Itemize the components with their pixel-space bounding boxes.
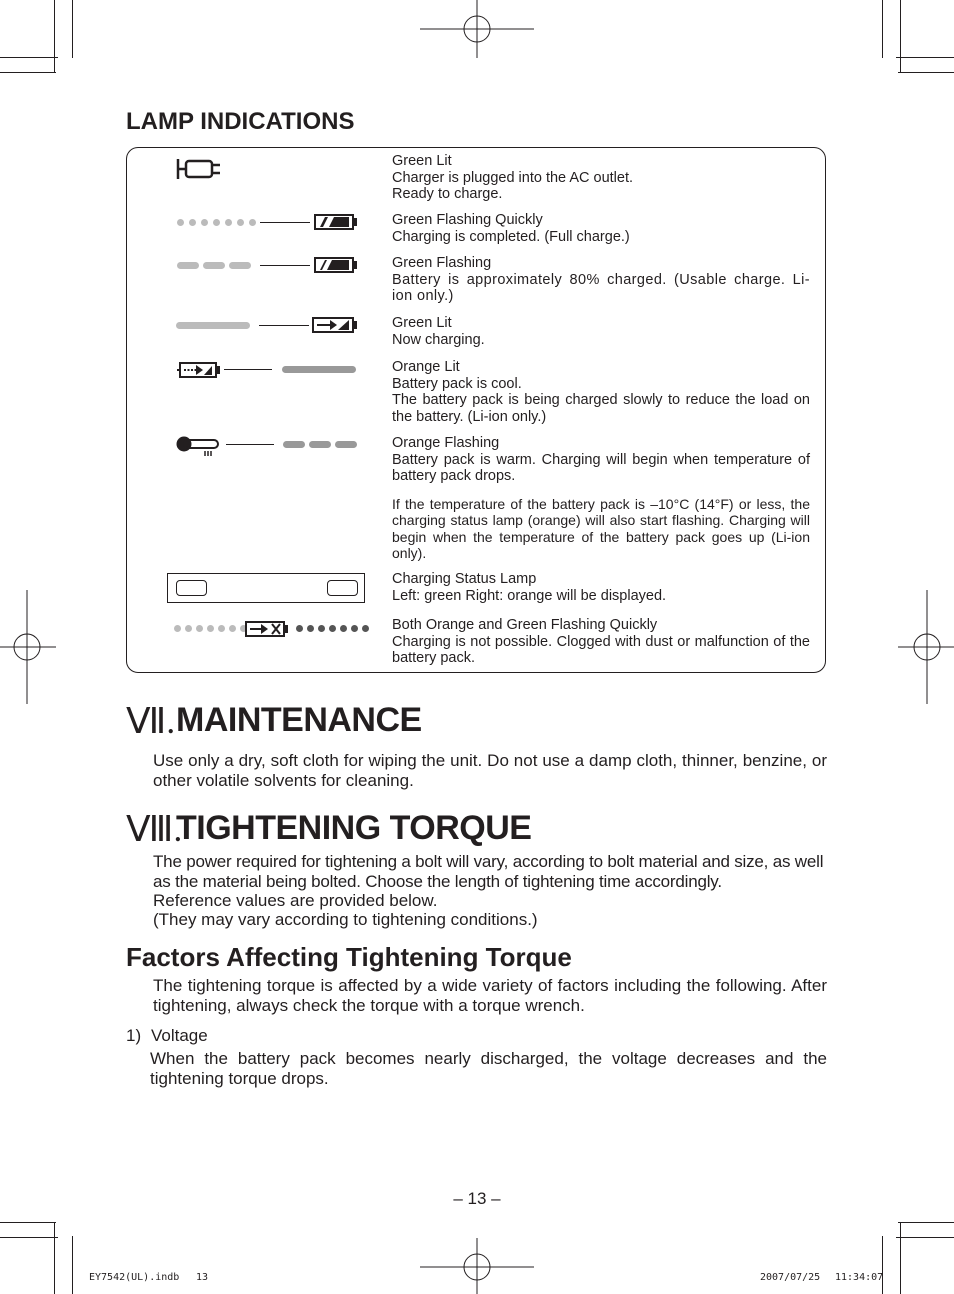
lamp-entry: [392, 571, 810, 604]
orange-lit-bar: [282, 366, 356, 373]
connector-line: [226, 444, 274, 445]
entry-desc: If the temperature of the battery pack is –10°C (14°F) or less, the charging status lamp (orange) will also start flashing. Charging will begin when the temperature of the battery pack goes up (Li-ion only).: [392, 496, 810, 561]
voltage-body: When the battery pack becomes nearly discharged, the voltage decreases and the tightening torque drops.: [150, 1049, 827, 1088]
entry-title: Orange Flashing: [392, 435, 500, 451]
green-flash-quick-dots: [174, 625, 247, 632]
connector-line: [260, 222, 310, 223]
torque-heading: TIGHTENING TORQUE: [176, 809, 532, 847]
orange-flash-dash: [283, 441, 305, 448]
green-flash-dash: [203, 262, 225, 269]
registration-mark-right: [898, 590, 954, 704]
entry-title: Green Lit: [392, 315, 452, 331]
entry-title: Orange Lit: [392, 359, 460, 375]
entry-title: Charging Status Lamp: [392, 571, 537, 587]
lamp-indications-heading: LAMP INDICATIONS: [126, 108, 355, 135]
thermometer-icon: [176, 434, 222, 458]
maintenance-heading: MAINTENANCE: [176, 701, 422, 739]
orange-flash-quick-dots: [296, 625, 369, 632]
registration-mark-top: [420, 0, 534, 60]
orange-flash-dash: [335, 441, 357, 448]
battery-charging-icon: [312, 316, 358, 334]
torque-note: (They may vary according to tightening conditions.): [153, 910, 538, 929]
factors-body: The tightening torque is affected by a wide variety of factors including the following. After tightening, always check the torque with a torque wrench.: [153, 976, 827, 1015]
registration-mark-left: [0, 590, 56, 704]
entry-title: Green Flashing Quickly: [392, 212, 543, 228]
lamp-entry: [392, 255, 810, 305]
entry-title: Green Lit: [392, 153, 452, 169]
right-lamp: [327, 580, 358, 596]
battery-error-icon: [245, 619, 289, 639]
section-numeral: Ⅶ.: [126, 701, 176, 741]
lamp-entry: [392, 212, 810, 245]
status-lamp-panel: [167, 573, 365, 603]
entry-desc: Battery pack is cool.: [392, 375, 522, 392]
entry-title: Both Orange and Green Flashing Quickly: [392, 617, 658, 633]
entry-desc: Charger is plugged into the AC outlet.: [392, 169, 634, 186]
green-lit-bar: [176, 322, 250, 329]
orange-flash-dash: [309, 441, 331, 448]
green-flash-dash: [177, 262, 199, 269]
battery-full-icon: [314, 213, 358, 231]
torque-reference: Reference values are provided below.: [153, 891, 438, 910]
battery-cool-icon: [177, 360, 221, 380]
entry-desc: Charging is completed. (Full charge.): [392, 228, 630, 245]
entry-desc: Charging is not possible. Clogged with dust or malfunction of the battery pack.: [392, 633, 810, 666]
left-lamp: [176, 580, 207, 596]
entry-title: Green Flashing: [392, 255, 492, 271]
entry-desc: Left: green Right: orange will be displayed.: [392, 587, 667, 604]
plug-icon: [176, 155, 224, 183]
section-numeral: Ⅷ.: [126, 809, 183, 849]
battery-partial-icon: [314, 256, 358, 274]
registration-mark-bottom: [420, 1238, 534, 1294]
lamp-entry: [392, 315, 810, 348]
entry-desc: Battery is approximately 80% charged. (Usable charge. Li-ion only.): [392, 271, 810, 304]
file-time: 11:34:07: [835, 1272, 884, 1283]
connector-line: [260, 265, 310, 266]
entry-desc: Battery pack is warm. Charging will begin when temperature of battery pack drops.: [392, 451, 810, 484]
lamp-entry: [392, 435, 810, 485]
maintenance-body: Use only a dry, soft cloth for wiping the unit. Do not use a damp cloth, thinner, benzine, or other volatile solvents for cleaning.: [153, 751, 827, 790]
entry-desc: Now charging.: [392, 331, 485, 348]
lamp-entry: [392, 617, 810, 667]
factors-heading: Factors Affecting Tightening Torque: [126, 942, 572, 972]
lamp-entry: [392, 153, 810, 203]
list-label: Voltage: [151, 1026, 208, 1045]
lamp-entry: [392, 359, 810, 425]
entry-desc: Ready to charge.: [392, 186, 503, 202]
green-flash-quick-dots: [177, 219, 256, 226]
file-name: EY7542(UL).indb: [89, 1272, 180, 1283]
green-flash-dash: [229, 262, 251, 269]
page-number: – 13 –: [453, 1189, 501, 1208]
file-page: 13: [196, 1272, 209, 1283]
file-date: 2007/07/25: [760, 1272, 821, 1283]
lamp-entry-note: [392, 496, 810, 561]
entry-desc: The battery pack is being charged slowly to reduce the load on the battery. (Li-ion only.): [392, 392, 810, 425]
torque-body: The power required for tightening a bolt will vary, according to bolt material and size, as well as the material being bolted. Choose the length of tightening time accordingly.: [153, 852, 824, 891]
list-number: 1): [126, 1026, 142, 1045]
connector-line: [259, 325, 309, 326]
connector-line: [224, 369, 272, 370]
